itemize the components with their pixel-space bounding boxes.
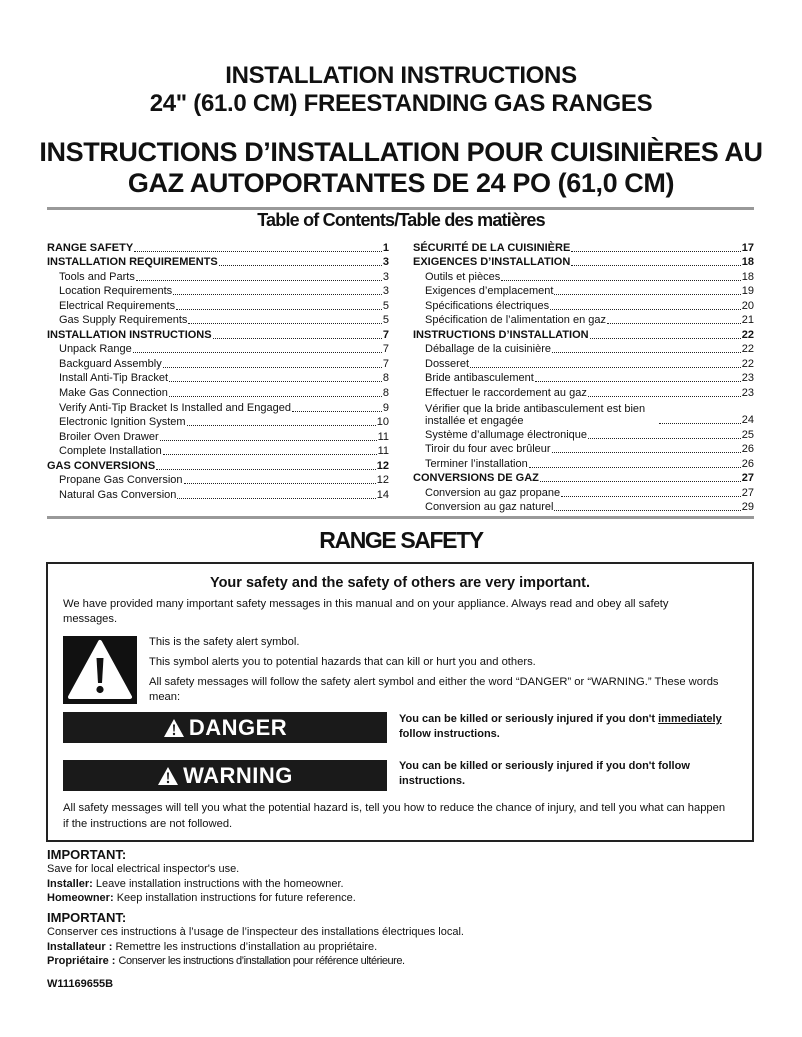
toc-entry-page: 3 [382, 285, 389, 298]
toc-entry-page: 20 [741, 299, 754, 312]
toc-entry-page: 1 [382, 241, 389, 254]
english-title-line2: 24" (61.0 CM) FREESTANDING GAS RANGES [149, 90, 653, 117]
toc-entry [47, 458, 389, 473]
important-heading-en: IMPORTANT: [47, 847, 127, 862]
toc-entry-page: 22 [741, 343, 754, 356]
toc-entry-label: Unpack Range [59, 343, 132, 356]
toc-entry-label: Location Requirements [59, 285, 173, 298]
toc-entry-page: 23 [741, 372, 754, 385]
toc-entry-label: Système d’allumage électronique [425, 428, 588, 441]
toc-entry-page: 29 [741, 501, 754, 514]
toc-entry-page: 9 [382, 401, 389, 414]
toc-entry [413, 298, 754, 313]
toc-entry-page: 26 [741, 457, 754, 470]
english-title [0, 62, 802, 118]
toc-entry-label: Déballage de la cuisinière [425, 343, 551, 356]
toc-entry-page: 8 [382, 387, 389, 400]
toc-entry-label: Vérifier que la bride antibasculement est bien installée et engagée [425, 403, 646, 428]
toc-entry [413, 400, 754, 427]
important-french [47, 910, 747, 969]
toc-leader-dots [292, 411, 382, 412]
toc-entry-label: INSTRUCTIONS D’INSTALLATION [413, 328, 589, 341]
toc-entry-page: 3 [382, 256, 389, 269]
installer-line [47, 877, 747, 892]
installateur-label: Installateur : [47, 940, 113, 953]
toc-leader-dots [561, 496, 741, 497]
toc-entry [413, 471, 754, 486]
symbol-line-2: This symbol alerts you to potential hazards that can kill or hurt you and others. [149, 656, 536, 668]
installateur-line [47, 940, 747, 955]
toc-leader-dots [169, 381, 382, 382]
warning-label: WARNING [183, 762, 293, 788]
safety-footer: All safety messages will tell you what the potential hazard is, tell you how to reduce the chance of injury, and tell you what can happen if the instructions are not followed. [63, 802, 726, 830]
toc-leader-dots [169, 396, 382, 397]
english-title-line1: INSTALLATION INSTRUCTIONS [225, 62, 577, 89]
toc-entry-label: Exigences d’emplacement [425, 285, 554, 298]
toc-entry [413, 427, 754, 442]
toc-entry [413, 485, 754, 500]
toc-entry-page: 12 [376, 459, 389, 472]
toc-leader-dots [550, 309, 741, 310]
warning-signal-panel [63, 760, 387, 791]
french-title-line2: GAZ AUTOPORTANTES DE 24 PO (61,0 CM) [127, 168, 675, 198]
toc-entry [47, 487, 389, 502]
toc-entry-label: Gas Supply Requirements [59, 314, 188, 327]
toc-entry [413, 456, 754, 471]
toc-heading: Table of Contents/Table des matières [257, 210, 545, 230]
toc-entry-page: 25 [741, 428, 754, 441]
danger-message [399, 712, 749, 742]
safety-alert-icon [63, 636, 137, 704]
important-heading-fr: IMPORTANT: [47, 910, 127, 925]
toc-entry [413, 442, 754, 457]
toc-entry-label: EXIGENCES D’INSTALLATION [413, 256, 571, 269]
document-number: W11169655B [47, 978, 114, 990]
alert-symbol-explanation [149, 635, 729, 705]
toc-entry-label: Natural Gas Conversion [59, 488, 177, 501]
proprietaire-text: Conserver les instructions d’installation pour référence ultérieure. [118, 955, 405, 967]
toc-entry-label: Install Anti-Tip Bracket [59, 372, 169, 385]
toc-leader-dots [134, 251, 382, 252]
toc-entry-page: 7 [382, 343, 389, 356]
toc-entry [413, 269, 754, 284]
toc-entry [47, 371, 389, 386]
toc-leader-dots [160, 440, 377, 441]
toc-entry [413, 342, 754, 357]
toc-leader-dots [571, 251, 740, 252]
toc-entry-page: 22 [741, 328, 754, 341]
proprietaire-label: Propriétaire : [47, 955, 116, 967]
homeowner-text: Keep installation instructions for future reference. [116, 892, 356, 904]
toc-leader-dots [187, 425, 376, 426]
toc-entry [47, 284, 389, 299]
toc-entry-page: 18 [741, 270, 754, 283]
toc-entry-label: Spécifications électriques [425, 299, 550, 312]
toc-entry-label: Backguard Assembly [59, 357, 162, 370]
toc-entry [47, 269, 389, 284]
important-line-fr: Conserver ces instructions à l’usage de l’inspecteur des installations électriques local. [47, 926, 464, 938]
toc-entry-label: Broiler Oven Drawer [59, 430, 159, 443]
toc-leader-dots [552, 452, 741, 453]
toc-entry-page: 26 [741, 443, 754, 456]
toc-entry [413, 371, 754, 386]
french-title-line1: INSTRUCTIONS D’INSTALLATION POUR CUISINIÈRES AU [39, 137, 763, 167]
danger-msg-after: follow instructions. [399, 728, 500, 740]
toc-leader-dots [163, 454, 377, 455]
toc-entry-label: Verify Anti-Tip Bracket Is Installed and Engaged [59, 401, 291, 414]
toc-entry-label: Conversion au gaz propane [425, 486, 561, 499]
danger-msg-emphasis: immediately [658, 713, 722, 725]
toc-entry-label: Tools and Parts [59, 270, 135, 283]
toc-entry-label: Make Gas Connection [59, 387, 168, 400]
toc-leader-dots [219, 265, 382, 266]
safety-intro: We have provided many important safety messages in this manual and on your appliance. Always read and obey all safety messages. [63, 598, 669, 625]
toc-entry-page: 11 [377, 445, 389, 458]
toc-leader-dots [554, 510, 740, 511]
french-title [0, 137, 802, 199]
toc-entry-label: GAS CONVERSIONS [47, 459, 156, 472]
toc-entry-page: 8 [382, 372, 389, 385]
toc-entry-page: 22 [741, 357, 754, 370]
toc-leader-dots [213, 338, 382, 339]
toc-entry-page: 3 [382, 270, 389, 283]
symbol-line-3: All safety messages will follow the safety alert symbol and either the word “DANGER” or “WARNING.” These words mean: [149, 676, 719, 703]
toc-leader-dots [136, 280, 382, 281]
installer-text: Leave installation instructions with the homeowner. [95, 877, 344, 890]
danger-signal-panel [63, 712, 387, 743]
middle-divider [47, 516, 754, 519]
toc-entry-label: Outils et pièces [425, 270, 501, 283]
toc-entry-label: Dosseret [425, 357, 470, 370]
toc-entry-label: INSTALLATION REQUIREMENTS [47, 256, 218, 269]
toc-entry-page: 11 [377, 430, 389, 443]
toc-entry-label: Electronic Ignition System [59, 416, 186, 429]
range-safety-title: RANGE SAFETY [319, 527, 483, 553]
toc-entry [413, 327, 754, 342]
warning-alert-icon [157, 766, 179, 786]
toc-entry-page: 7 [382, 328, 389, 341]
toc-entry-page: 14 [376, 488, 389, 501]
symbol-line-1: This is the safety alert symbol. [149, 636, 300, 648]
toc-leader-dots [188, 323, 381, 324]
proprietaire-line [47, 954, 747, 969]
toc-entry-page: 23 [741, 387, 754, 400]
toc-entry [47, 429, 389, 444]
toc-entry [413, 356, 754, 371]
toc-leader-dots [184, 483, 376, 484]
installateur-text: Remettre les instructions d’installation au propriétaire. [115, 940, 378, 953]
toc-entry [413, 240, 754, 255]
toc-entry-label: CONVERSIONS DE GAZ [413, 472, 539, 485]
toc-entry [47, 385, 389, 400]
homeowner-label: Homeowner: [47, 892, 114, 904]
toc-entry [47, 415, 389, 430]
danger-label: DANGER [188, 714, 288, 740]
toc-leader-dots [173, 294, 382, 295]
toc-leader-dots [176, 309, 382, 310]
toc-entry [47, 298, 389, 313]
danger-alert-icon [163, 718, 185, 738]
toc-entry [47, 400, 389, 415]
toc-entry-label: SÉCURITÉ DE LA CUISINIÈRE [413, 241, 571, 254]
toc-leader-dots [659, 423, 741, 424]
toc-entry-page: 24 [741, 414, 754, 427]
homeowner-line [47, 891, 747, 906]
important-line-en: Save for local electrical inspector's use. [47, 863, 240, 875]
toc-entry [47, 240, 389, 255]
toc-entry-page: 21 [741, 314, 754, 327]
toc-entry-label: Terminer l’installation [425, 457, 528, 470]
toc-column-english [47, 240, 389, 502]
toc-leader-dots [552, 352, 741, 353]
toc-entry [47, 342, 389, 357]
toc-entry [413, 284, 754, 299]
toc-entry-page: 12 [376, 474, 389, 487]
toc-entry-page: 5 [382, 299, 389, 312]
toc-leader-dots [133, 352, 382, 353]
toc-entry-page: 10 [376, 416, 389, 429]
toc-leader-dots [590, 338, 741, 339]
toc-entry-label: Electrical Requirements [59, 299, 176, 312]
toc-entry-label: Effectuer le raccordement au gaz [425, 387, 587, 400]
toc-entry-label: INSTALLATION INSTRUCTIONS [47, 328, 212, 341]
toc-leader-dots [535, 381, 741, 382]
toc-entry [413, 255, 754, 270]
warning-message: You can be killed or seriously injured if you don't follow instructions. [399, 760, 690, 787]
toc-leader-dots [588, 438, 741, 439]
toc-column-french [413, 240, 754, 514]
toc-entry-page: 18 [741, 256, 754, 269]
toc-entry-page: 17 [741, 241, 754, 254]
toc-entry [413, 385, 754, 400]
toc-leader-dots [156, 469, 376, 470]
toc-entry [47, 356, 389, 371]
toc-entry [47, 255, 389, 270]
toc-entry [47, 327, 389, 342]
toc-entry-label: Propane Gas Conversion [59, 474, 183, 487]
toc-leader-dots [571, 265, 740, 266]
toc-entry-label: RANGE SAFETY [47, 241, 134, 254]
toc-leader-dots [607, 323, 741, 324]
important-english [47, 847, 747, 906]
toc-leader-dots [540, 481, 741, 482]
toc-entry [47, 473, 389, 488]
toc-entry [413, 313, 754, 328]
danger-msg-before: You can be killed or seriously injured if you don't [399, 713, 659, 725]
toc-leader-dots [529, 467, 741, 468]
toc-leader-dots [554, 294, 740, 295]
toc-entry-page: 5 [382, 314, 389, 327]
toc-leader-dots [177, 498, 375, 499]
toc-entry-label: Complete Installation [59, 445, 162, 458]
toc-entry-page: 19 [741, 285, 754, 298]
toc-entry-label: Conversion au gaz naturel [425, 501, 554, 514]
safety-headline: Your safety and the safety of others are very important. [209, 575, 591, 591]
toc-leader-dots [501, 280, 741, 281]
safety-box [46, 562, 754, 842]
toc-entry-page: 27 [741, 486, 754, 499]
toc-entry [47, 313, 389, 328]
toc-leader-dots [588, 396, 741, 397]
toc-entry-label: Bride antibasculement [425, 372, 534, 385]
installer-label: Installer: [47, 877, 93, 890]
toc-entry-label: Tiroir du four avec brûleur [425, 443, 551, 456]
toc-leader-dots [470, 367, 741, 368]
toc-entry [413, 500, 754, 515]
toc-entry-page: 27 [741, 472, 754, 485]
toc-entry [47, 444, 389, 459]
toc-entry-page: 7 [382, 357, 389, 370]
toc-entry-label: Spécification de l’alimentation en gaz [425, 314, 607, 327]
toc-leader-dots [163, 367, 382, 368]
